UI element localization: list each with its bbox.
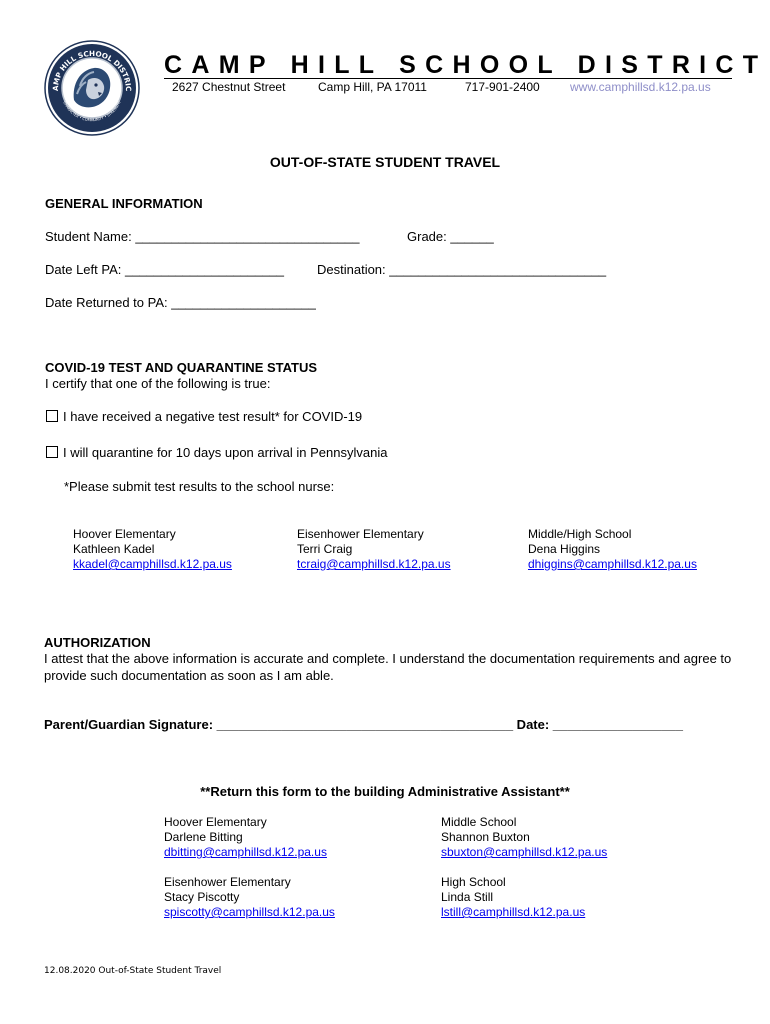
logo-ring-text: AMP HILL SCHOOL DISTRIC [50, 49, 134, 92]
nurse-school: Hoover Elementary [73, 527, 176, 541]
negative-test-option[interactable] [46, 409, 362, 424]
negative-test-label: I have received a negative test result* for COVID-19 [63, 409, 363, 424]
certify-text: I certify that one of the following is true: [45, 376, 271, 391]
assistant-school: Eisenhower Elementary [164, 875, 291, 889]
guardian-signature-field[interactable]: Parent/Guardian Signature: _________________________________________ Date: __________________ [44, 717, 683, 732]
assistant-email-link[interactable]: spiscotty@camphillsd.k12.pa.us [164, 905, 335, 919]
date-returned-field[interactable]: Date Returned to PA: ____________________ [45, 295, 316, 310]
assistant-email-link[interactable]: dbitting@camphillsd.k12.pa.us [164, 845, 327, 859]
district-name: CAMP HILL SCHOOL DISTRICT [164, 51, 768, 79]
assistant-name: Darlene Bitting [164, 830, 243, 844]
nurse-school: Eisenhower Elementary [297, 527, 424, 541]
student-name-field[interactable]: Student Name: _______________________________ [45, 229, 360, 244]
nurse-name: Dena Higgins [528, 542, 601, 556]
negative-test-checkbox[interactable] [46, 410, 58, 422]
assistant-school: Middle School [441, 815, 517, 829]
district-city: Camp Hill, PA 17011 [318, 80, 427, 94]
nurse-name: Terri Craig [297, 542, 353, 556]
assistant-school: High School [441, 875, 506, 889]
grade-field[interactable]: Grade: ______ [407, 229, 494, 244]
nurse-school: Middle/High School [528, 527, 632, 541]
authorization-heading: AUTHORIZATION [44, 635, 151, 650]
authorization-text: I attest that the above information is accurate and complete. I understand the documentation requirements and agree to provide such documentation as soon as I am able. [44, 651, 732, 683]
assistant-name: Linda Still [441, 890, 494, 904]
assistant-school: Hoover Elementary [164, 815, 267, 829]
assistant-email-link[interactable]: lstill@camphillsd.k12.pa.us [441, 905, 586, 919]
quarantine-label: I will quarantine for 10 days upon arrival in Pennsylvania [63, 445, 388, 460]
general-info-heading: GENERAL INFORMATION [45, 196, 203, 211]
district-phone: 717-901-2400 [465, 80, 540, 94]
quarantine-checkbox[interactable] [46, 446, 58, 458]
logo-motto-text: CHARACTER • COMMUNITY • STRENGTH [62, 100, 122, 123]
lion-mascot-seal-icon [44, 40, 140, 136]
destination-field[interactable]: Destination: ______________________________ [317, 262, 607, 277]
assistant-contact-high [441, 875, 585, 920]
assistant-name: Shannon Buxton [441, 830, 530, 844]
assistant-email-link[interactable]: sbuxton@camphillsd.k12.pa.us [441, 845, 608, 859]
date-left-label: Date Left PA: ____________________ [45, 262, 270, 277]
district-website-link[interactable]: www.camphillsd.k12.pa.us [570, 80, 711, 94]
header-divider [164, 78, 732, 79]
return-heading: **Return this form to the building Administrative Assistant** [200, 784, 570, 799]
date-left-underline: __ [269, 262, 285, 277]
nurse-contact-middle-high [528, 527, 697, 572]
assistant-name: Stacy Piscotty [164, 890, 240, 904]
page-footer: 12.08.2020 Out-of-State Student Travel [44, 966, 222, 976]
nurse-contact-hoover [73, 527, 232, 572]
nurse-name: Kathleen Kadel [73, 542, 155, 556]
assistant-contact-eisenhower [164, 875, 335, 920]
nurse-email-link[interactable]: kkadel@camphillsd.k12.pa.us [73, 557, 232, 571]
district-logo [44, 40, 140, 136]
quarantine-option[interactable] [46, 445, 387, 460]
assistant-contact-hoover [164, 815, 327, 860]
district-address: 2627 Chestnut Street [172, 80, 286, 94]
assistant-contact-middle [441, 815, 607, 860]
date-left-field[interactable] [45, 262, 284, 277]
nurse-email-link[interactable]: dhiggins@camphillsd.k12.pa.us [528, 557, 697, 571]
nurse-contact-eisenhower [297, 527, 451, 572]
form-title: OUT-OF-STATE STUDENT TRAVEL [269, 154, 501, 170]
nurse-email-link[interactable]: tcraig@camphillsd.k12.pa.us [297, 557, 451, 571]
nurse-note: *Please submit test results to the school nurse: [64, 479, 335, 494]
covid-heading: COVID-19 TEST AND QUARANTINE STATUS [45, 360, 318, 375]
